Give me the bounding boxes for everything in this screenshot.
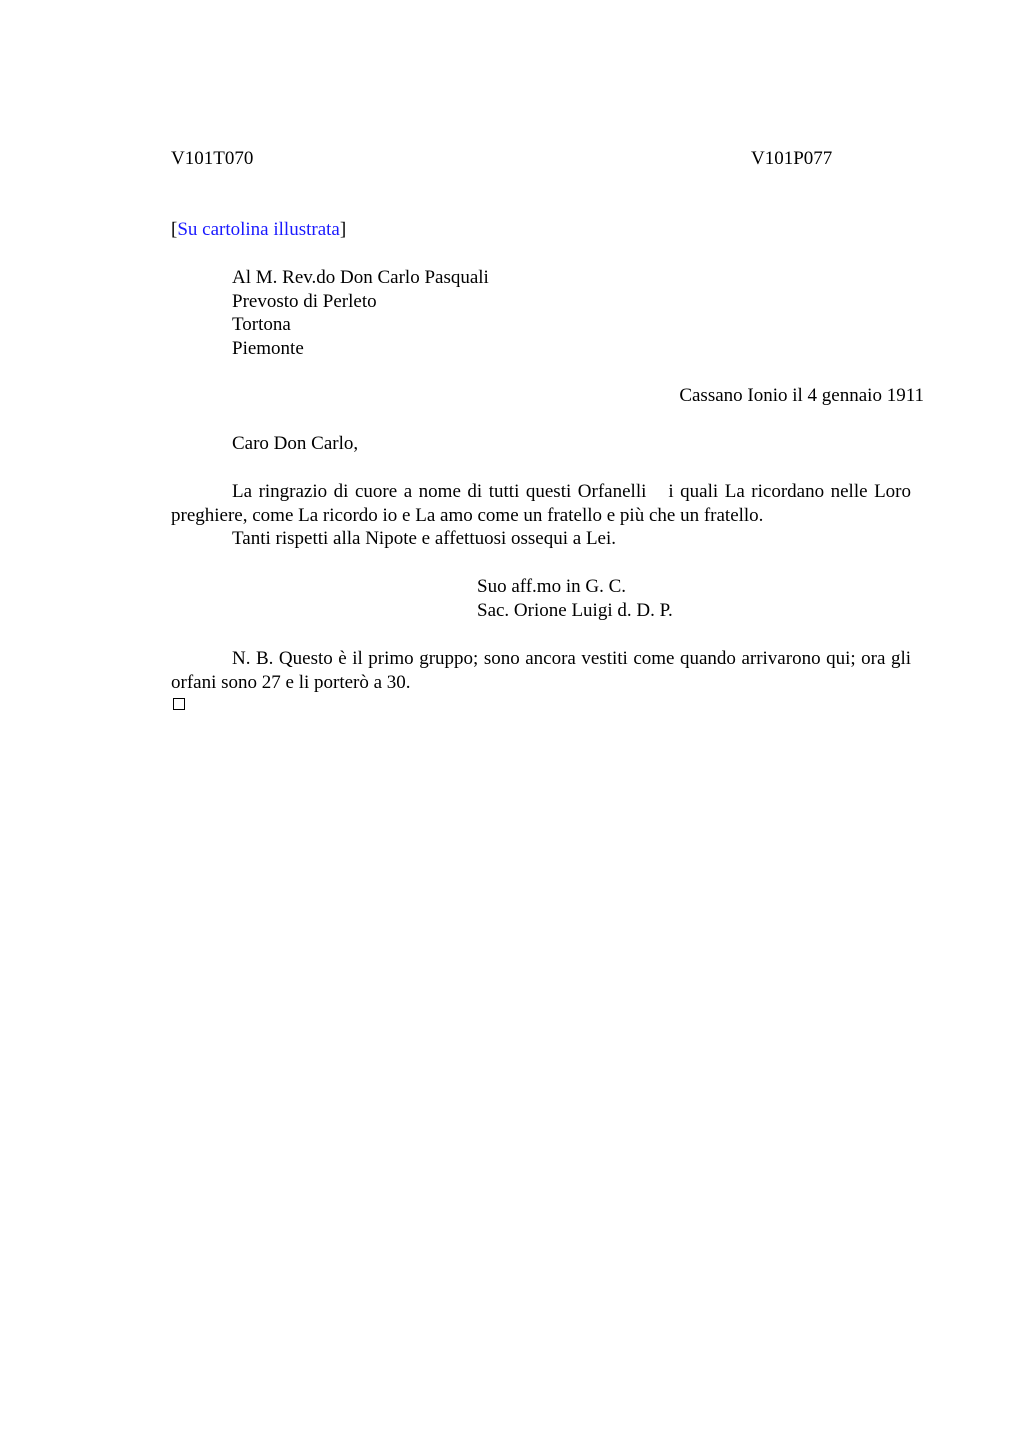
square-outline-icon xyxy=(173,698,185,710)
address-line-recipient: Al M. Rev.do Don Carlo Pasquali xyxy=(232,267,489,288)
postscript-text: N. B. Questo è il primo gruppo; sono ancora vestiti come quando arrivarono qui; ora gli orfani sono 27 e li porterò a 30. xyxy=(171,648,911,693)
note-bracket-open: [ xyxy=(171,219,178,240)
signature-closing: Suo aff.mo in G. C. xyxy=(477,576,627,597)
body-paragraph-2: Tanti rispetti alla Nipote e affettuosi ossequi a Lei. xyxy=(232,528,617,549)
address-line-region: Piemonte xyxy=(232,338,304,360)
address-line-city: Tortona xyxy=(232,314,291,336)
address-block xyxy=(232,266,489,361)
address-line-title: Prevosto di Perleto xyxy=(232,290,377,312)
letter-body xyxy=(171,480,911,551)
note-bracket-close: ] xyxy=(339,219,347,240)
body-paragraph-1-part-1: La ringrazio di cuore a nome di tutti questi Orfanelli xyxy=(232,481,647,502)
signature-name: Sac. Orione Luigi d. D. P. xyxy=(477,599,673,621)
editorial-note xyxy=(171,218,346,242)
body-paragraph-1-part-2: i quali La ricordano nelle Loro preghiere, come La ricordo io e La amo come un fratello e più che un fratello. xyxy=(171,481,911,526)
document-code-right: V101P077 xyxy=(751,148,833,169)
signature-block xyxy=(477,575,673,622)
postscript xyxy=(171,647,911,694)
body-paragraph-1 xyxy=(171,480,911,527)
note-text: Su cartolina illustrata xyxy=(177,219,340,240)
dateline: Cassano Ionio il 4 gennaio 1911 xyxy=(679,385,924,406)
salutation: Caro Don Carlo, xyxy=(232,433,359,454)
document-code-left: V101T070 xyxy=(171,148,254,169)
